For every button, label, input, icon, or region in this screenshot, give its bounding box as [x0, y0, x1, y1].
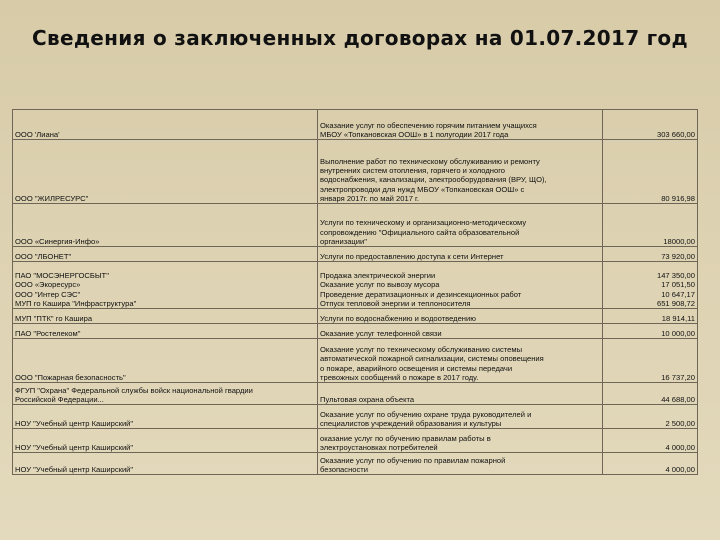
organization-cell — [13, 383, 318, 405]
service-cell-line: Отпуск тепловой энергии и теплоносителя — [320, 298, 471, 308]
amount-cell — [603, 429, 698, 453]
organization-cell — [13, 247, 318, 262]
service-cell — [318, 339, 603, 383]
organization-cell — [13, 309, 318, 324]
service-cell-line: МБОУ «Топкановская ООШ» в 1 полугодии 2017 года — [320, 129, 509, 139]
table-row — [13, 405, 698, 429]
service-cell — [318, 309, 603, 324]
organization-cell-line: НОУ "Учебный центр Каширский" — [15, 418, 134, 428]
service-cell-line: автоматической пожарной сигнализации, системы оповещения — [320, 354, 544, 364]
table-row — [13, 247, 698, 262]
service-cell-line: водоснабжения, канализации, электрооборудования (ВРУ, ЩО), — [320, 175, 547, 185]
page-title: Сведения о заключенных договорах на 01.07.2017 год — [32, 26, 688, 50]
organization-cell-line: ООО "Интер СЭС" — [15, 289, 81, 299]
organization-cell — [13, 339, 318, 383]
amount-cell-line: 16 737,20 — [661, 372, 695, 382]
amount-cell-line: 651 908,72 — [656, 298, 695, 308]
service-cell-line: о пожаре, аварийного освещения и системы передачи — [320, 363, 513, 373]
table-row — [13, 324, 698, 339]
amount-cell — [603, 262, 698, 309]
amount-cell-line: 147 350,00 — [656, 271, 695, 281]
service-cell-line: Услуги по техническому и организационно-методическому — [320, 218, 527, 228]
service-cell — [318, 405, 603, 429]
service-cell-line: Пультовая охрана объекта — [320, 394, 415, 404]
amount-cell-line: 44 688,00 — [661, 394, 695, 404]
organization-cell-line: НОУ "Учебный центр Каширский" — [15, 464, 134, 474]
amount-cell — [603, 140, 698, 204]
organization-cell — [13, 453, 318, 475]
amount-cell-line: 10 647,17 — [661, 289, 695, 299]
service-cell-line: Оказание услуг по обучению по правилам пожарной — [320, 455, 506, 465]
organization-cell — [13, 110, 318, 140]
amount-cell — [603, 309, 698, 324]
table-row — [13, 204, 698, 247]
service-cell-line: Оказание услуг телефонной связи — [320, 328, 442, 338]
amount-cell-line: 2 500,00 — [665, 418, 695, 428]
organization-cell-line: ООО "Пожарная безопасность" — [15, 372, 126, 382]
service-cell-line: организации" — [320, 236, 367, 246]
service-cell-line: Услуги по водоснабжению и водоотведению — [320, 313, 476, 323]
amount-cell-line: 18 914,11 — [661, 313, 695, 323]
organization-cell-line: ФГУП "Охрана" Федеральной службы войск национальной гвардии — [15, 385, 253, 395]
organization-cell-line: ООО "ЛБОНЕТ" — [15, 251, 72, 261]
organization-cell-line: ООО «Экоресурс» — [15, 280, 81, 290]
service-cell-line: специалистов учреждений образования и культуры — [320, 418, 502, 428]
service-cell — [318, 429, 603, 453]
service-cell-line: оказание услуг по обучению правилам работы в — [320, 433, 491, 443]
service-cell — [318, 453, 603, 475]
table-row — [13, 110, 698, 140]
organization-cell — [13, 204, 318, 247]
organization-cell — [13, 405, 318, 429]
service-cell — [318, 324, 603, 339]
service-cell — [318, 383, 603, 405]
service-cell-line: Услуги по предоставлению доступа к сети Интернет — [320, 251, 504, 261]
organization-cell-line: ПАО "МОСЭНЕРГОСБЫТ" — [15, 271, 109, 281]
service-cell — [318, 262, 603, 309]
amount-cell-line: 303 660,00 — [656, 129, 695, 139]
organization-cell-line: МУП "ПТК" го Кашира — [15, 313, 93, 323]
service-cell-line: Оказание услуг по техническому обслуживанию системы — [320, 345, 523, 355]
organization-cell — [13, 140, 318, 204]
amount-cell — [603, 405, 698, 429]
table-row — [13, 383, 698, 405]
organization-cell-line: ООО "ЖИЛРЕСУРС" — [15, 193, 89, 203]
service-cell-line: безопасности — [320, 464, 369, 474]
service-cell-line: сопровождению "Официального сайта образовательной — [320, 227, 520, 237]
service-cell-line: электроустановках потребителей — [320, 442, 438, 452]
organization-cell — [13, 324, 318, 339]
amount-cell — [603, 247, 698, 262]
organization-cell-line: ООО 'Лиана' — [15, 129, 60, 139]
organization-cell-line: ПАО "Ростелеком" — [15, 328, 81, 338]
service-cell — [318, 247, 603, 262]
table-row — [13, 339, 698, 383]
amount-cell — [603, 324, 698, 339]
service-cell-line: внутренних систем отопления, горячего и холодного — [320, 166, 506, 176]
amount-cell — [603, 339, 698, 383]
amount-cell-line: 10 000,00 — [661, 328, 695, 338]
service-cell-line: электропроводки для нужд МБОУ «Топкановская ООШ» с — [320, 184, 525, 194]
service-cell — [318, 110, 603, 140]
organization-cell — [13, 429, 318, 453]
amount-cell — [603, 453, 698, 475]
organization-cell-line: ООО «Синергия-Инфо» — [15, 236, 100, 246]
amount-cell — [603, 204, 698, 247]
amount-cell-line: 73 920,00 — [661, 251, 695, 261]
organization-cell — [13, 262, 318, 309]
service-cell-line: января 2017г. по май 2017 г. — [320, 193, 419, 203]
contracts-table — [12, 109, 698, 475]
table-row — [13, 429, 698, 453]
service-cell — [318, 140, 603, 204]
service-cell-line: тревожных сообщений о пожаре в 2017 году. — [320, 372, 479, 382]
service-cell — [318, 204, 603, 247]
table-row — [13, 262, 698, 309]
organization-cell-line: НОУ "Учебный центр Каширский" — [15, 442, 134, 452]
amount-cell-line: 18000,00 — [663, 236, 695, 246]
service-cell-line: Оказание услуг по вывозу мусора — [320, 280, 440, 290]
service-cell-line: Оказание услуг по обеспечению горячим питанием учащихся — [320, 120, 537, 130]
service-cell-line: Проведение дератизационных и дезинсекционных работ — [320, 289, 522, 299]
table-row — [13, 140, 698, 204]
service-cell-line: Продажа электрической энергии — [320, 271, 436, 281]
amount-cell-line: 4 000,00 — [665, 464, 695, 474]
amount-cell — [603, 383, 698, 405]
amount-cell-line: 4 000,00 — [665, 442, 695, 452]
amount-cell-line: 17 051,50 — [661, 280, 695, 290]
table-row — [13, 309, 698, 324]
service-cell-line: Оказание услуг по обучению охране труда руководителей и — [320, 409, 532, 419]
amount-cell — [603, 110, 698, 140]
organization-cell-line: МУП го Кашира "Инфраструктура" — [15, 298, 137, 308]
service-cell-line: Выполнение работ по техническому обслуживанию и ремонту — [320, 156, 540, 166]
organization-cell-line: Российской Федерации... — [15, 394, 104, 404]
amount-cell-line: 80 916,98 — [661, 193, 695, 203]
table-row — [13, 453, 698, 475]
